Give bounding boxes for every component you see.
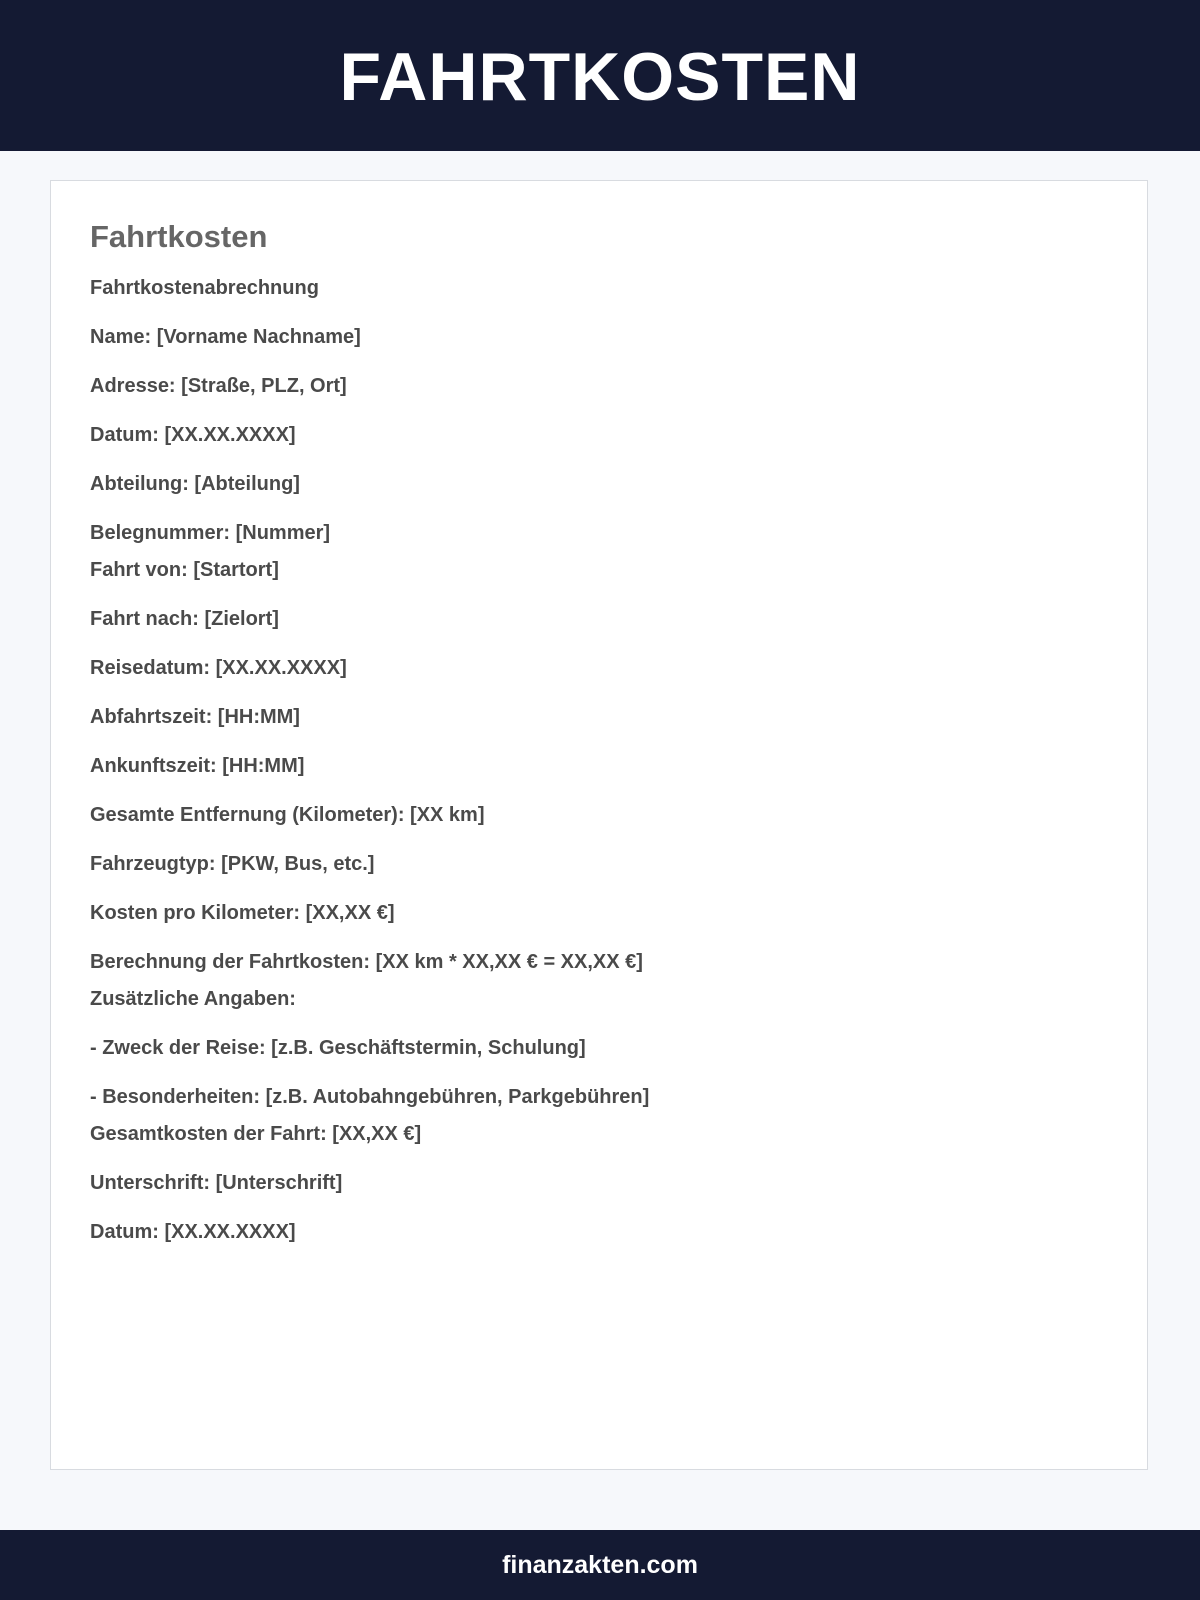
name-line: Name: [Vorname Nachname] xyxy=(90,326,361,348)
travel-date-line: Reisedatum: [XX.XX.XXXX] xyxy=(90,657,347,679)
additional-info-line: Zusätzliche Angaben: xyxy=(90,988,296,1010)
footer-website: finanzakten.com xyxy=(502,1550,698,1579)
address-line: Adresse: [Straße, PLZ, Ort] xyxy=(90,375,347,397)
total-cost-line: Gesamtkosten der Fahrt: [XX,XX €] xyxy=(90,1123,422,1145)
special-notes-line: - Besonderheiten: [z.B. Autobahngebühren, Parkgebühren] xyxy=(90,1086,650,1108)
document-title: Fahrtkosten xyxy=(90,219,268,254)
page-header xyxy=(0,0,1200,151)
cost-per-km-line: Kosten pro Kilometer: [XX,XX €] xyxy=(90,902,395,924)
document-card xyxy=(50,180,1148,1470)
cost-calculation-line: Berechnung der Fahrtkosten: [XX km * XX,XX € = XX,XX €] xyxy=(90,951,643,973)
trip-to-line: Fahrt nach: [Zielort] xyxy=(90,608,279,630)
signature-date-line: Datum: [XX.XX.XXXX] xyxy=(90,1221,296,1243)
date-line: Datum: [XX.XX.XXXX] xyxy=(90,424,296,446)
receipt-number-line: Belegnummer: [Nummer] xyxy=(90,522,331,544)
page-footer xyxy=(0,1530,1200,1600)
departure-time-line: Abfahrtszeit: [HH:MM] xyxy=(90,706,300,728)
vehicle-type-line: Fahrzeugtyp: [PKW, Bus, etc.] xyxy=(90,853,375,875)
document-body xyxy=(90,276,1110,1244)
doc-heading-line: Fahrtkostenabrechnung xyxy=(90,277,319,299)
trip-from-line: Fahrt von: [Startort] xyxy=(90,559,279,581)
arrival-time-line: Ankunftszeit: [HH:MM] xyxy=(90,755,305,777)
department-line: Abteilung: [Abteilung] xyxy=(90,473,300,495)
total-distance-line: Gesamte Entfernung (Kilometer): [XX km] xyxy=(90,804,485,826)
header-title: FAHRTKOSTEN xyxy=(339,38,861,115)
trip-purpose-line: - Zweck der Reise: [z.B. Geschäftstermin, Schulung] xyxy=(90,1037,586,1059)
signature-line: Unterschrift: [Unterschrift] xyxy=(90,1172,343,1194)
